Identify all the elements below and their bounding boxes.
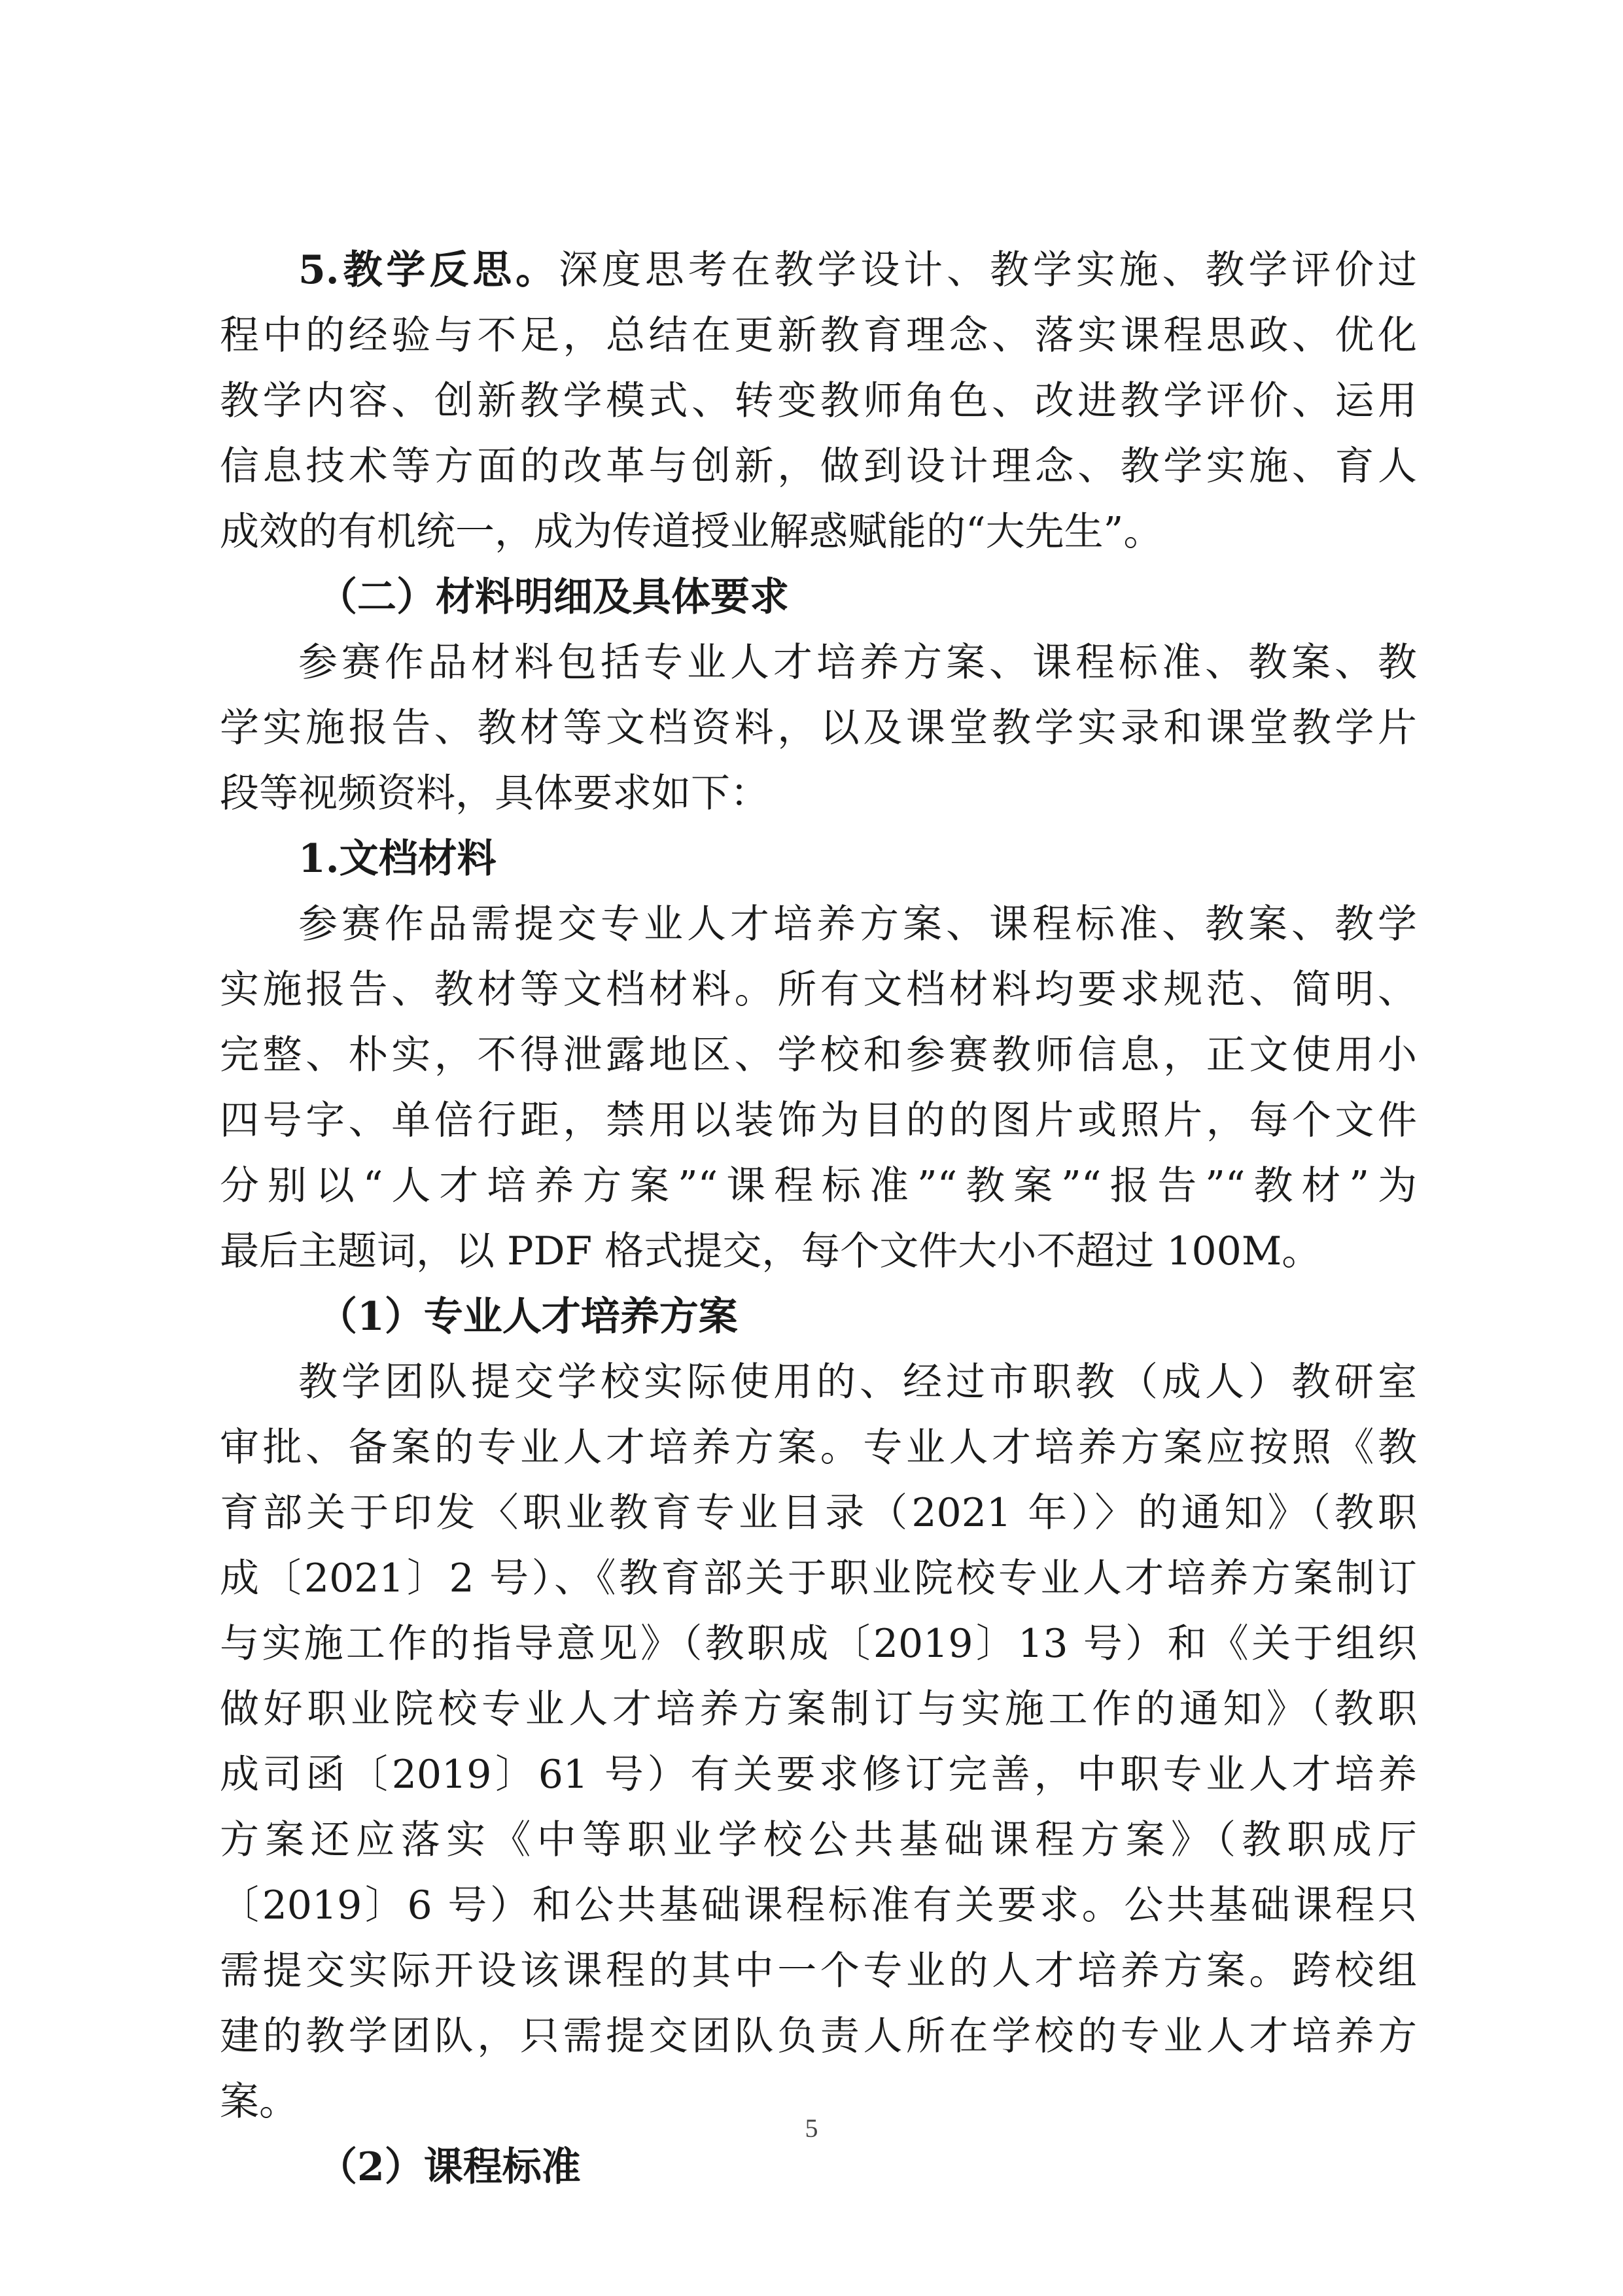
paragraph-line: 〔2019〕6 号）和公共基础课程标准有关要求。公共基础课程只 (220, 1883, 1417, 1928)
paragraph-line: 案。 (220, 2079, 298, 2125)
paragraph-line: 成〔2021〕2 号）、《教育部关于职业院校专业人才培养方案制订 (220, 1556, 1417, 1601)
section-heading: （2）课程标准 (318, 2144, 581, 2190)
page-body (220, 237, 1417, 2200)
page-number: 5 (805, 2113, 818, 2143)
paragraph-line: 育部关于印发〈职业教育专业目录（2021 年）〉的通知》（教职 (220, 1490, 1417, 1536)
paragraph-line: 审批、备案的专业人才培养方案。专业人才培养方案应按照《教 (220, 1425, 1417, 1470)
section-heading: （1）专业人才培养方案 (318, 1294, 738, 1340)
paragraph-line: 四号字、单倍行距，禁用以装饰为目的的图片或照片，每个文件 (220, 1098, 1417, 1143)
paragraph-line: 参赛作品材料包括专业人才培养方案、课程标准、教案、教 (298, 640, 1417, 686)
section-lead-heading: 5.教学反思。 (298, 247, 559, 293)
paragraph-line: 教学团队提交学校实际使用的、经过市职教（成人）教研室 (298, 1359, 1417, 1405)
paragraph-line: 实施报告、教材等文档材料。所有文档材料均要求规范、简明、 (220, 967, 1417, 1013)
paragraph-text: 深度思考在教学设计、教学实施、教学评价过 (559, 247, 1417, 293)
paragraph-line: 建的教学团队，只需提交团队负责人所在学校的专业人才培养方 (220, 2013, 1417, 2059)
paragraph-line: 程中的经验与不足，总结在更新教育理念、落实课程思政、优化 (220, 313, 1417, 358)
paragraph-line: 成效的有机统一，成为传道授业解惑赋能的“大先生”。 (220, 509, 1163, 555)
paragraph-line: 方案还应落实《中等职业学校公共基础课程方案》（教职成厅 (220, 1817, 1417, 1863)
paragraph-line: 参赛作品需提交专业人才培养方案、课程标准、教案、教学 (298, 901, 1417, 947)
section-heading: 1.文档材料 (298, 836, 497, 882)
paragraph-line (220, 237, 1417, 303)
section-heading: （二）材料明细及具体要求 (318, 574, 789, 620)
paragraph-line: 做好职业院校专业人才培养方案制订与实施工作的通知》（教职 (220, 1686, 1417, 1732)
paragraph-line: 完整、朴实，不得泄露地区、学校和参赛教师信息，正文使用小 (220, 1032, 1417, 1078)
paragraph-line: 教学内容、创新教学模式、转变教师角色、改进教学评价、运用 (220, 378, 1417, 424)
paragraph-line: 需提交实际开设该课程的其中一个专业的人才培养方案。跨校组 (220, 1948, 1417, 1994)
paragraph-line: 分别以“人才培养方案”“课程标准”“教案”“报告”“教材”为 (220, 1163, 1417, 1209)
paragraph-line: 学实施报告、教材等文档资料，以及课堂教学实录和课堂教学片 (220, 705, 1417, 751)
paragraph-line: 与实施工作的指导意见》（教职成〔2019〕13 号）和《关于组织 (220, 1621, 1417, 1667)
paragraph-line: 段等视频资料，具体要求如下： (220, 771, 769, 816)
paragraph-line: 成司函〔2019〕61 号）有关要求修订完善，中职专业人才培养 (220, 1752, 1417, 1798)
paragraph-line: 信息技术等方面的改革与创新，做到设计理念、教学实施、育人 (220, 444, 1417, 489)
paragraph-line: 最后主题词，以 PDF 格式提交，每个文件大小不超过 100M。 (220, 1228, 1321, 1274)
